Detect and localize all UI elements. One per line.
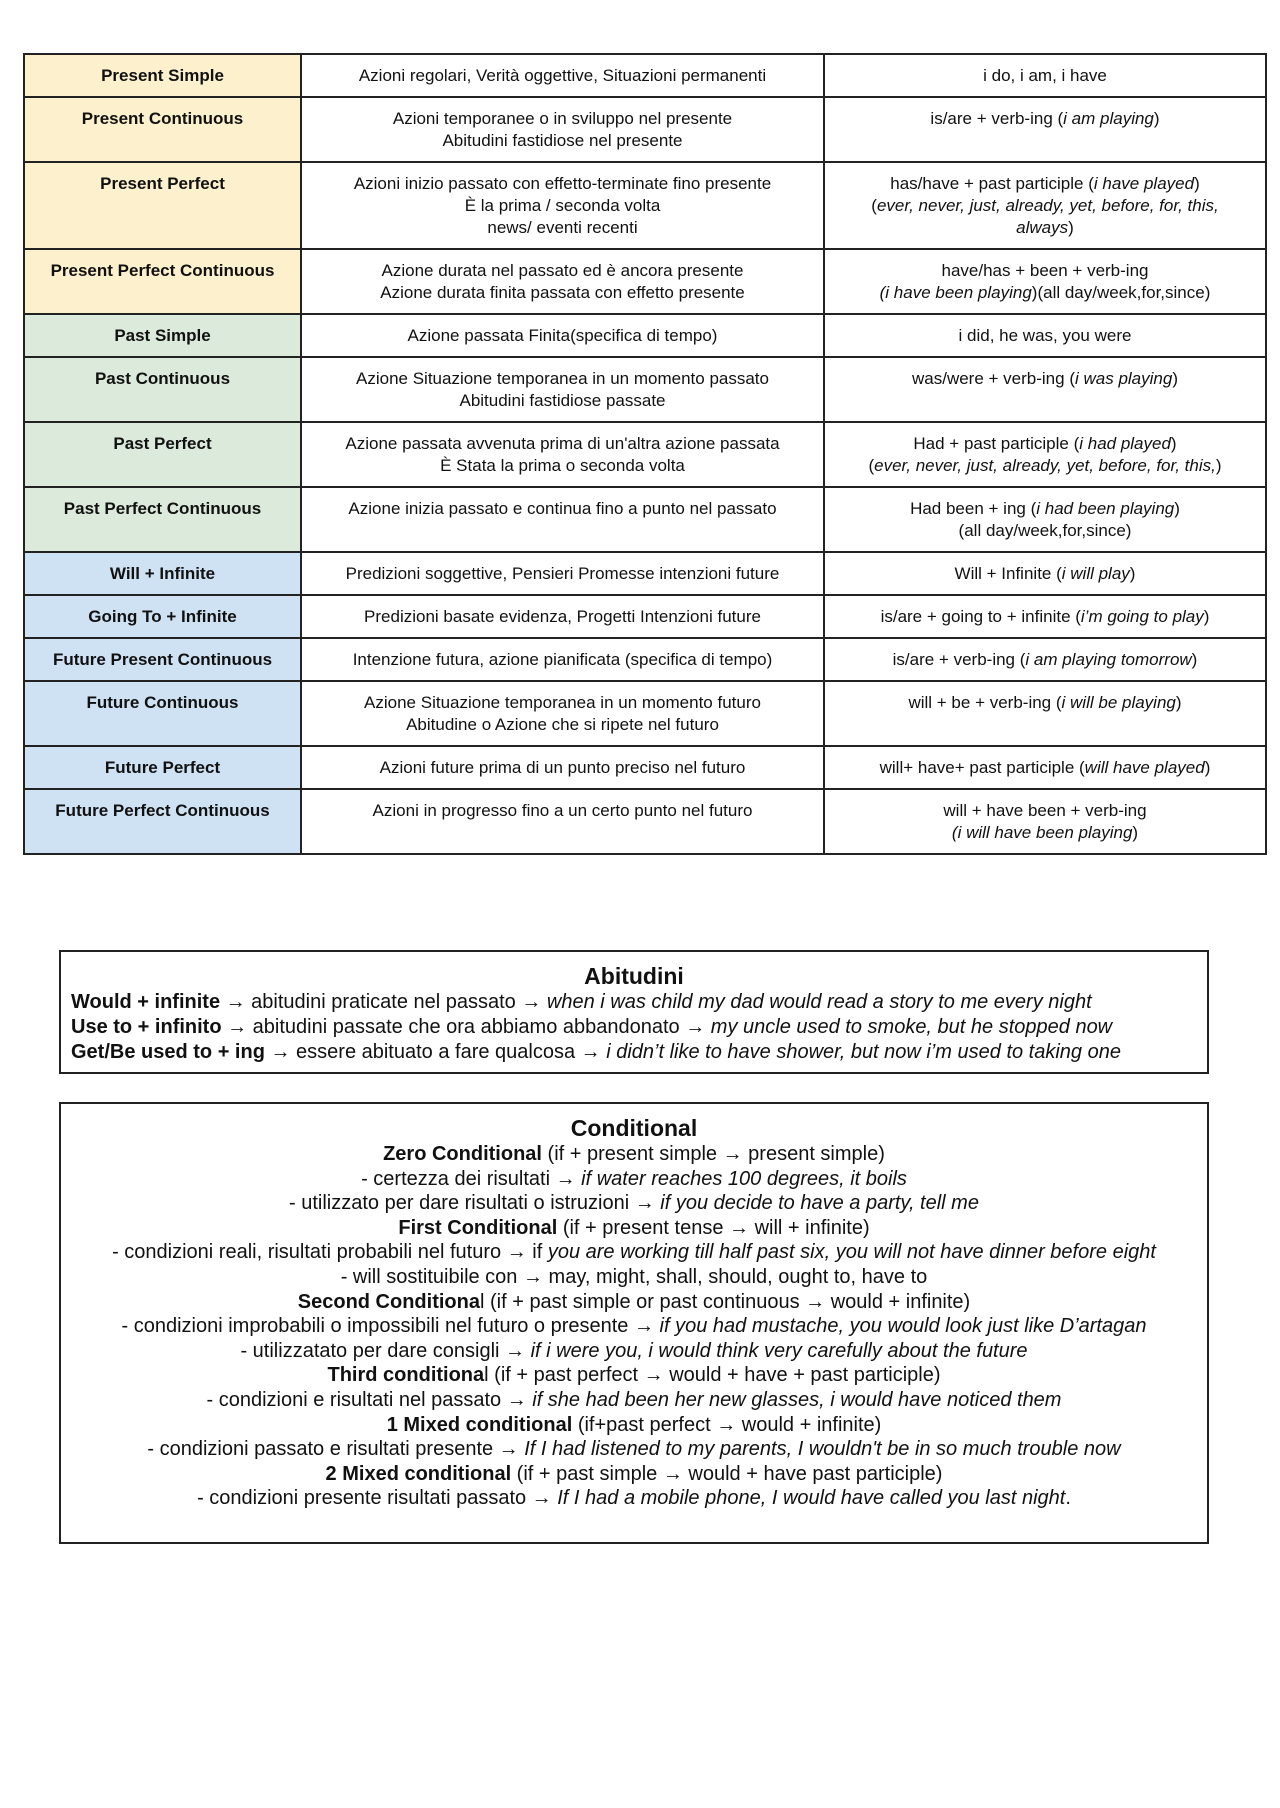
form-text: is/are + verb-ing ( <box>930 109 1064 128</box>
usage-line: È Stata la prima o seconda volta <box>440 456 685 475</box>
conditional-text: (if + present simple → present simple) <box>541 1143 885 1165</box>
form-line <box>833 757 1257 779</box>
usage-line: Predizioni basate evidenza, Progetti Intenzioni future <box>364 607 761 626</box>
tense-name: Past Perfect Continuous <box>24 487 301 552</box>
conditional-text: If I had a mobile phone, I would have called you last night <box>557 1487 1066 1510</box>
conditional-row <box>71 1191 1197 1216</box>
form-text: ) <box>1129 564 1136 583</box>
form-text: Had been + ing ( <box>910 499 1037 518</box>
form-line <box>833 822 1257 844</box>
form-text: i do, i am, i have <box>983 66 1107 85</box>
form-line <box>833 498 1257 520</box>
form-text: ) <box>1204 758 1211 777</box>
conditional-text: - will sostituibile con → may, might, shall, should, ought to, have to <box>340 1265 928 1288</box>
conditional-box <box>59 1102 1209 1544</box>
usage-line: Azioni in progresso fino a un certo punto nel futuro <box>372 801 753 820</box>
tense-usage <box>301 789 824 854</box>
tense-usage <box>301 314 824 357</box>
form-text: is/are + verb-ing ( <box>892 650 1026 669</box>
habit-text: Use to + infinito <box>71 1016 222 1038</box>
usage-line: Abitudini fastidiose nel presente <box>442 131 683 150</box>
conditional-row <box>71 1437 1197 1462</box>
conditional-text: if i were you, i would think very carefully about the future <box>530 1339 1028 1362</box>
form-line <box>833 563 1257 585</box>
tense-form <box>824 595 1266 638</box>
usage-line: Azione passata Finita(specifica di tempo) <box>407 326 718 345</box>
tense-form <box>824 249 1266 314</box>
form-line <box>833 520 1257 542</box>
tense-form <box>824 422 1266 487</box>
habits-title: Abitudini <box>584 963 684 989</box>
form-text: i am playing <box>1063 109 1154 128</box>
form-line <box>833 260 1257 282</box>
form-text: i had been playing <box>1036 499 1175 518</box>
form-text: ) <box>1132 823 1139 842</box>
conditional-text: - condizioni passato e risultati presente → <box>147 1438 525 1461</box>
form-line <box>833 325 1257 347</box>
usage-line: Azione durata finita passata con effetto presente <box>380 283 745 302</box>
habits-box <box>59 950 1209 1074</box>
form-text: ) <box>1172 369 1178 388</box>
tense-form <box>824 487 1266 552</box>
usage-line: È la prima / seconda volta <box>464 196 661 215</box>
conditional-row <box>71 1240 1197 1265</box>
form-text: ( <box>868 456 875 475</box>
form-text: will have played <box>1084 758 1205 777</box>
tense-row <box>24 681 1266 746</box>
usage-line: Predizioni soggettive, Pensieri Promesse intenzioni future <box>345 564 780 583</box>
conditional-text: - utilizzatato per dare consigli → <box>240 1339 531 1362</box>
form-text: i will play <box>1061 564 1130 583</box>
conditional-text: (if + present tense → will + infinite) <box>557 1216 870 1239</box>
tense-row <box>24 97 1266 162</box>
tense-row <box>24 162 1266 249</box>
conditional-row <box>71 1290 1197 1315</box>
conditional-text: - utilizzato per dare risultati o istruzioni → <box>289 1192 661 1215</box>
form-text: (i have been playing <box>879 283 1032 302</box>
usage-line: Azioni inizio passato con effetto-terminate fino presente <box>353 174 772 193</box>
tense-name: Present Simple <box>24 54 301 97</box>
conditional-text: if you had mustache, you would look just like D’artagan <box>659 1315 1147 1338</box>
form-text: ) <box>1170 434 1177 453</box>
usage-line: Intenzione futura, azione pianificata (specifica di tempo) <box>352 650 773 669</box>
tense-row <box>24 552 1266 595</box>
tense-name: Will + Infinite <box>24 552 301 595</box>
tense-name: Present Perfect <box>24 162 301 249</box>
conditional-text: 2 Mixed conditional <box>325 1462 512 1485</box>
form-line <box>833 65 1257 87</box>
form-text: ever, never, just, already, yet, before, for, this, <box>874 456 1216 475</box>
conditional-text: (if + past simple → would + have past participle) <box>511 1462 943 1485</box>
tenses-table <box>23 53 1267 855</box>
usage-line: Azioni future prima di un punto preciso nel futuro <box>379 758 746 777</box>
tense-form <box>824 357 1266 422</box>
form-text: ) <box>1153 109 1160 128</box>
tense-form <box>824 789 1266 854</box>
conditional-row <box>71 1363 1197 1388</box>
form-text: ) <box>1203 607 1210 626</box>
form-text: i’m going to play <box>1080 607 1204 626</box>
form-line <box>833 455 1257 477</box>
habit-text: → essere abituato a fare qualcosa → <box>264 1041 607 1063</box>
conditional-text: - condizioni reali, risultati probabili nel futuro → if <box>112 1241 548 1264</box>
tense-name: Going To + Infinite <box>24 595 301 638</box>
tense-form <box>824 681 1266 746</box>
conditional-text: l (if + past simple or past continuous → would + infinite) <box>479 1290 971 1313</box>
tense-usage <box>301 487 824 552</box>
habit-text: → abitudini praticate nel passato → <box>220 991 547 1013</box>
form-text: i did, he was, you were <box>958 326 1132 345</box>
form-text: ) <box>1194 174 1200 193</box>
form-text: (i will have been playing <box>951 823 1133 842</box>
tense-name: Future Perfect <box>24 746 301 789</box>
conditional-row <box>71 1462 1197 1487</box>
tense-form <box>824 746 1266 789</box>
conditional-text: if water reaches 100 degrees, it boils <box>581 1167 907 1190</box>
usage-line: Abitudini fastidiose passate <box>459 391 666 410</box>
tense-usage <box>301 552 824 595</box>
form-line <box>833 108 1257 130</box>
tense-row <box>24 357 1266 422</box>
conditional-title: Conditional <box>570 1115 698 1141</box>
usage-line: Azioni regolari, Verità oggettive, Situazioni permanenti <box>358 66 767 85</box>
conditional-text: l (if + past perfect → would + have + past participle) <box>484 1364 941 1387</box>
tense-form <box>824 314 1266 357</box>
habit-text: when i was child my dad would read a story to me every night <box>546 991 1092 1013</box>
usage-line: Azione Situazione temporanea in un momento passato <box>356 369 769 388</box>
form-line <box>833 433 1257 455</box>
usage-line: Azione durata nel passato ed è ancora presente <box>381 261 744 280</box>
tense-usage <box>301 54 824 97</box>
form-text: i am playing tomorrow <box>1025 650 1192 669</box>
tense-usage <box>301 249 824 314</box>
tense-name: Future Present Continuous <box>24 638 301 681</box>
tense-usage <box>301 97 824 162</box>
tense-form <box>824 162 1266 249</box>
usage-line: Azione inizia passato e continua fino a punto nel passato <box>348 499 777 518</box>
habit-text: i didn’t like to have shower, but now i’m used to taking one <box>606 1041 1121 1063</box>
form-text: i was playing <box>1074 369 1173 388</box>
habit-text: my uncle used to smoke, but he stopped now <box>710 1016 1113 1038</box>
form-text: always <box>1016 218 1069 237</box>
usage-line: Azione passata avvenuta prima di un'altra azione passata <box>345 434 780 453</box>
tense-form <box>824 638 1266 681</box>
usage-line: Abitudine o Azione che si ripete nel futuro <box>406 715 719 734</box>
tense-usage <box>301 638 824 681</box>
form-line <box>833 606 1257 628</box>
tense-usage <box>301 357 824 422</box>
tense-row <box>24 54 1266 97</box>
tense-row <box>24 638 1266 681</box>
form-text: )(all day/week,for,since) <box>1031 283 1211 302</box>
form-line <box>833 173 1257 195</box>
habit-text: → abitudini passate che ora abbiamo abbandonato → <box>221 1016 711 1038</box>
form-text: was/were + verb-ing ( <box>912 369 1075 388</box>
conditional-row <box>71 1339 1197 1364</box>
tense-usage <box>301 162 824 249</box>
tense-form <box>824 97 1266 162</box>
conditional-row <box>71 1142 1197 1167</box>
form-text: ever, never, just, already, yet, before, for, this, <box>876 196 1219 215</box>
form-line <box>833 368 1257 390</box>
tense-name: Present Continuous <box>24 97 301 162</box>
tense-usage <box>301 422 824 487</box>
habit-text: Would + infinite <box>71 991 221 1013</box>
form-line <box>833 195 1257 217</box>
conditional-text: - condizioni presente risultati passato → <box>197 1487 558 1510</box>
form-text: i will be playing <box>1061 693 1176 712</box>
conditional-text: Second Conditiona <box>297 1290 480 1313</box>
tense-row <box>24 789 1266 854</box>
conditional-text: . <box>1065 1487 1071 1510</box>
conditional-text: if she had been her new glasses, i would have noticed them <box>532 1388 1062 1411</box>
form-text: have/has + been + verb-ing <box>941 261 1149 280</box>
conditional-row <box>71 1486 1197 1511</box>
tense-name: Future Perfect Continuous <box>24 789 301 854</box>
habit-text: Get/Be used to + ing <box>71 1041 265 1063</box>
tense-name: Future Continuous <box>24 681 301 746</box>
form-text: Will + Infinite ( <box>954 564 1062 583</box>
tense-row <box>24 314 1266 357</box>
tense-usage <box>301 681 824 746</box>
form-text: has/have + past participle ( <box>890 174 1094 193</box>
conditional-text: you are working till half past six, you will not have dinner before eight <box>547 1241 1156 1264</box>
form-text: Had + past participle ( <box>913 434 1080 453</box>
form-text: ) <box>1191 650 1198 669</box>
form-text: i have played <box>1093 174 1195 193</box>
tense-name: Past Simple <box>24 314 301 357</box>
form-text: ) <box>1174 499 1180 518</box>
form-text: ( <box>871 196 877 215</box>
tense-form <box>824 54 1266 97</box>
conditional-row <box>71 1413 1197 1438</box>
form-text: ) <box>1175 693 1182 712</box>
conditional-text: - condizioni improbabili o impossibili nel futuro o presente → <box>121 1315 660 1338</box>
form-text: will + have been + verb-ing <box>943 801 1147 820</box>
conditional-text: Third conditiona <box>327 1364 485 1387</box>
conditional-text: 1 Mixed conditional <box>386 1413 573 1436</box>
habit-row <box>71 990 1197 1015</box>
conditional-text: - condizioni e risultati nel passato → <box>206 1388 533 1411</box>
form-text: ) <box>1215 456 1222 475</box>
tense-row <box>24 422 1266 487</box>
form-text: (all day/week,for,since) <box>958 521 1132 540</box>
conditional-row <box>71 1265 1197 1290</box>
habit-row <box>71 1040 1197 1065</box>
conditional-row <box>71 1167 1197 1192</box>
form-text: is/are + going to + infinite ( <box>880 607 1081 626</box>
conditional-text: Zero Conditional <box>383 1143 542 1165</box>
usage-line: news/ eventi recenti <box>487 218 638 237</box>
tense-name: Past Perfect <box>24 422 301 487</box>
conditional-text: If I had listened to my parents, I wouldn't be in so much trouble now <box>524 1438 1121 1461</box>
habit-row <box>71 1015 1197 1040</box>
conditional-text: - certezza dei risultati → <box>361 1167 582 1190</box>
conditional-row <box>71 1388 1197 1413</box>
form-line <box>833 282 1257 304</box>
conditional-text: First Conditional <box>398 1216 558 1239</box>
tense-row <box>24 595 1266 638</box>
conditional-row <box>71 1216 1197 1241</box>
tense-form <box>824 552 1266 595</box>
tense-usage <box>301 746 824 789</box>
conditional-text: if you decide to have a party, tell me <box>660 1192 979 1215</box>
conditional-row <box>71 1314 1197 1339</box>
form-text: will + be + verb-ing ( <box>908 693 1062 712</box>
form-line <box>833 649 1257 671</box>
form-line <box>833 800 1257 822</box>
form-text: will+ have+ past participle ( <box>879 758 1085 777</box>
form-line <box>833 217 1257 239</box>
tense-row <box>24 746 1266 789</box>
form-text: ) <box>1068 218 1074 237</box>
tense-usage <box>301 595 824 638</box>
tense-row <box>24 487 1266 552</box>
tense-row <box>24 249 1266 314</box>
usage-line: Azioni temporanee o in sviluppo nel presente <box>392 109 733 128</box>
conditional-text: (if+past perfect → would + infinite) <box>572 1413 882 1436</box>
form-text: i had played <box>1079 434 1171 453</box>
form-line <box>833 692 1257 714</box>
tense-name: Present Perfect Continuous <box>24 249 301 314</box>
tense-name: Past Continuous <box>24 357 301 422</box>
usage-line: Azione Situazione temporanea in un momento futuro <box>364 693 761 712</box>
